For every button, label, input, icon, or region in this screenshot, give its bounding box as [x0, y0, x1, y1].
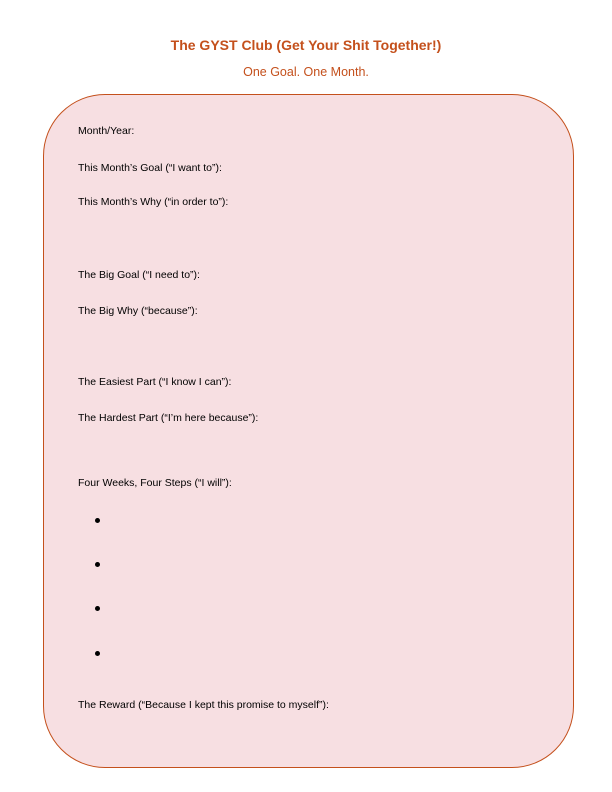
easiest-part-label: The Easiest Part (“I know I can”):: [78, 376, 232, 388]
page-subtitle: One Goal. One Month.: [243, 65, 369, 79]
month-year-label: Month/Year:: [78, 125, 135, 137]
step-bullet: [95, 562, 100, 567]
step-bullet: [95, 606, 100, 611]
big-goal-label: The Big Goal (“I need to”):: [78, 269, 200, 281]
step-bullet: [95, 651, 100, 656]
month-why-label: This Month’s Why (“in order to”):: [78, 196, 229, 208]
hardest-part-label: The Hardest Part (“I’m here because”):: [78, 412, 259, 424]
page-title: The GYST Club (Get Your Shit Together!): [170, 37, 442, 53]
month-goal-label: This Month’s Goal (“I want to”):: [78, 162, 222, 174]
big-why-label: The Big Why (“because”):: [78, 305, 198, 317]
reward-label: The Reward (“Because I kept this promise to myself”):: [78, 699, 329, 711]
four-weeks-label: Four Weeks, Four Steps (“I will”):: [78, 477, 232, 489]
step-bullet: [95, 518, 100, 523]
